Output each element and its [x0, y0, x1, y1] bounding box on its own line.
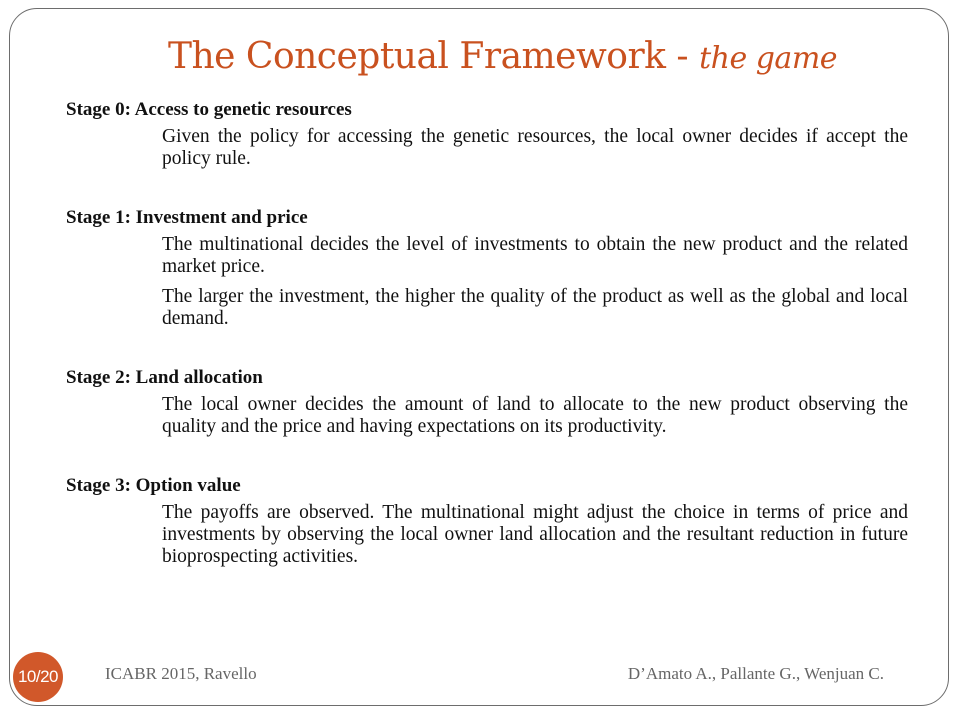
page-number-badge: 10/20 [13, 652, 63, 702]
stage-paragraph: The larger the investment, the higher the quality of the product as well as the global and local demand. [162, 286, 908, 329]
stage-3 [66, 474, 908, 568]
stage-2 [66, 366, 908, 438]
slide-title [0, 36, 960, 77]
stage-heading: Stage 0: Access to genetic resources [66, 99, 352, 120]
footer-conference: ICABR 2015, Ravello [105, 664, 257, 683]
stage-heading: Stage 3: Option value [66, 475, 241, 496]
title-subtitle: the game [699, 41, 838, 76]
slide-content [66, 98, 908, 568]
stage-heading: Stage 1: Investment and price [66, 207, 308, 228]
stage-heading: Stage 2: Land allocation [66, 367, 263, 388]
title-main: The Conceptual Framework - [167, 36, 689, 77]
stage-0 [66, 98, 908, 170]
stage-paragraph: Given the policy for accessing the genetic resources, the local owner decides if accept the policy rule. [162, 126, 908, 169]
stage-1 [66, 206, 908, 330]
stage-paragraph: The multinational decides the level of investments to obtain the new product and the related market price. [162, 234, 908, 277]
stage-paragraph: The local owner decides the amount of land to allocate to the new product observing the quality and the price and having expectations on its productivity. [162, 394, 908, 437]
footer-authors: D’Amato A., Pallante G., Wenjuan C. [627, 664, 884, 683]
stage-paragraph: The payoffs are observed. The multinational might adjust the choice in terms of price and investments by observing the local owner land allocation and the resultant reduction in future bioprospecting activities. [162, 502, 908, 567]
